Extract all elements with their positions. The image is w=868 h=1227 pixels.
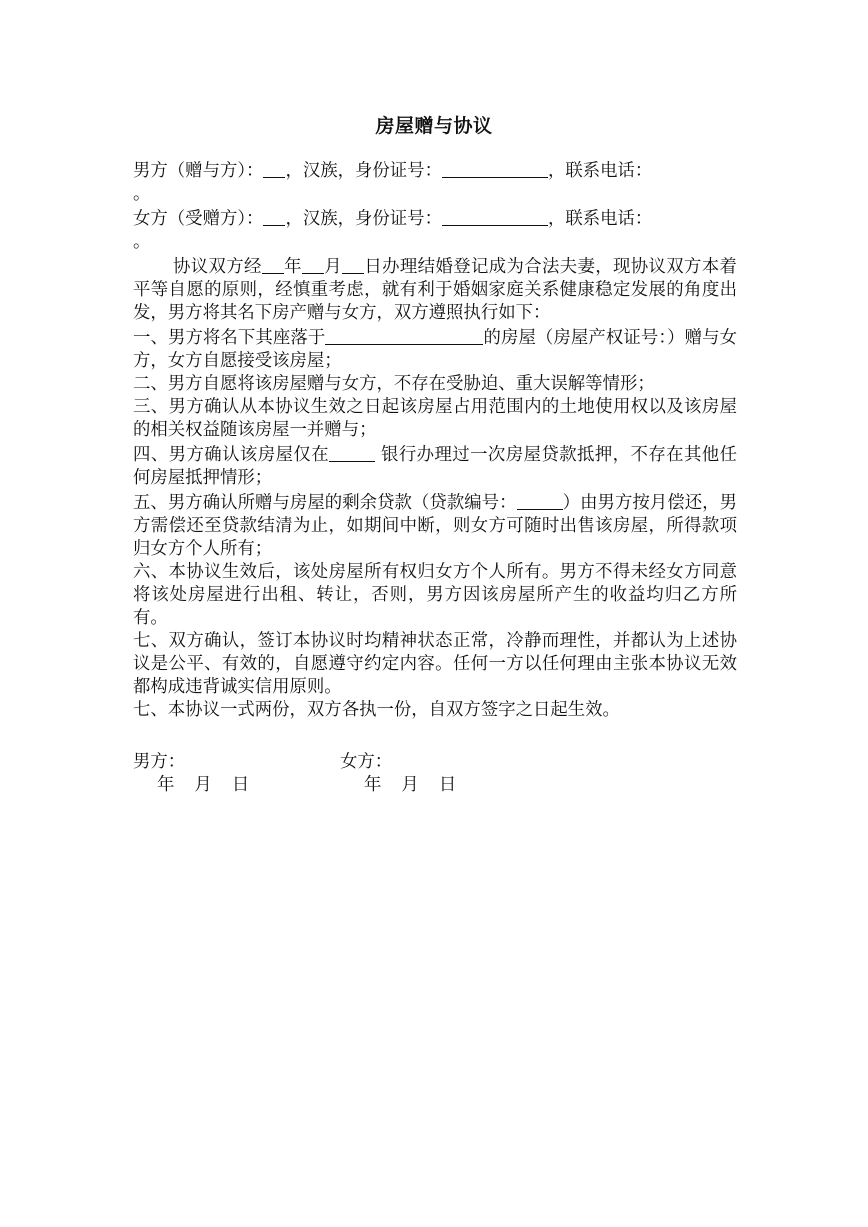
document-body bbox=[133, 158, 737, 722]
male-date-day: 日 bbox=[231, 775, 250, 795]
male-party-line bbox=[133, 158, 737, 206]
male-name-blank bbox=[263, 158, 285, 178]
clause-5-part1: 五、男方确认所赠与房屋的剩余贷款（贷款编号： bbox=[133, 493, 517, 513]
clause-2: 二、男方自愿将该房屋赠与女方，不存在受胁迫、重大误解等情形； bbox=[133, 374, 655, 394]
male-phone-label: ，联系电话： bbox=[547, 161, 653, 181]
male-date-month: 月 bbox=[194, 775, 212, 795]
female-phone-label: ，联系电话： bbox=[547, 209, 653, 229]
female-date-day: 日 bbox=[438, 775, 457, 795]
female-name-blank bbox=[263, 206, 285, 226]
bank-name-blank bbox=[329, 442, 375, 462]
female-signature-block bbox=[340, 751, 476, 797]
female-party-line bbox=[133, 206, 737, 254]
year-blank bbox=[262, 254, 284, 274]
property-address-blank bbox=[325, 325, 483, 345]
clause-1-part2: 的房屋（房屋产权证号：）赠与女方，女方自愿接受该房屋； bbox=[133, 328, 737, 371]
clause-5-part2: ）由男方按月偿还，男方需偿还至贷款结清为止，如期间中断，则女方可随时出售该房屋，所得款项归女方个人所有； bbox=[133, 493, 737, 559]
male-signature-date bbox=[133, 774, 269, 797]
intro-paragraph bbox=[133, 254, 737, 325]
clause-4-part2: 银行办理过一次房屋贷款抵押，不存在其他任何房屋抵押情形； bbox=[133, 445, 737, 488]
clause-3: 三、男方确认从本协议生效之日起该房屋占用范围内的土地使用权以及该房屋的相关权益随该房屋一并赠与； bbox=[133, 397, 737, 440]
day-blank bbox=[342, 254, 364, 274]
clause-6: 六、本协议生效后，该处房屋所有权归女方个人所有。男方不得未经女方同意将该处房屋进行出租、转让，否则，男方因该房屋所产生的收益均归乙方所有。 bbox=[133, 562, 737, 628]
male-ethnicity-id-label: ，汉族，身份证号： bbox=[285, 161, 442, 181]
male-signature-block bbox=[133, 751, 269, 797]
month-blank bbox=[302, 254, 324, 274]
clause-1-part1: 一、男方将名下其座落于 bbox=[133, 328, 326, 348]
male-line-end: 。 bbox=[133, 184, 151, 204]
female-line-end: 。 bbox=[133, 232, 151, 252]
female-signature-date bbox=[340, 774, 476, 797]
male-party-prefix: 男方（赠与方）： bbox=[133, 161, 264, 181]
female-id-blank bbox=[442, 206, 548, 226]
female-date-year: 年 bbox=[364, 775, 382, 795]
male-id-blank bbox=[442, 158, 548, 178]
clause-5 bbox=[133, 490, 737, 561]
clause-4 bbox=[133, 442, 737, 490]
document-title: 房屋赠与协议 bbox=[375, 115, 493, 137]
clause-1 bbox=[133, 325, 737, 373]
female-date-month: 月 bbox=[401, 775, 419, 795]
intro-part1: 协议双方经 bbox=[173, 257, 262, 277]
intro-month: 月 bbox=[323, 257, 343, 277]
loan-number-blank bbox=[517, 490, 563, 510]
clause-7a: 七、双方确认，签订本协议时均精神状态正常，冷静而理性，并都认为上述协议是公平、有效的，自愿遵守约定内容。任何一方以任何理由主张本协议无效都构成违背诚实信用原则。 bbox=[133, 631, 737, 697]
clause-4-part1: 四、男方确认该房屋仅在 bbox=[133, 445, 330, 465]
female-ethnicity-id-label: ，汉族，身份证号： bbox=[285, 209, 442, 229]
female-party-prefix: 女方（受赠方）： bbox=[133, 209, 264, 229]
male-signature-label: 男方： bbox=[133, 752, 186, 772]
intro-part2: 日办理结婚登记成为合法夫妻，现协议双方本着平等自愿的原则，经慎重考虑，就有利于婚姻家庭关系健康稳定发展的角度出发，男方将其名下房产赠与女方，双方遵照执行如下： bbox=[133, 257, 737, 323]
intro-year: 年 bbox=[283, 257, 302, 277]
male-date-year: 年 bbox=[157, 775, 175, 795]
clause-7b: 七、本协议一式两份，双方各执一份，自双方签字之日起生效。 bbox=[133, 700, 620, 720]
female-signature-label: 女方： bbox=[340, 752, 393, 772]
